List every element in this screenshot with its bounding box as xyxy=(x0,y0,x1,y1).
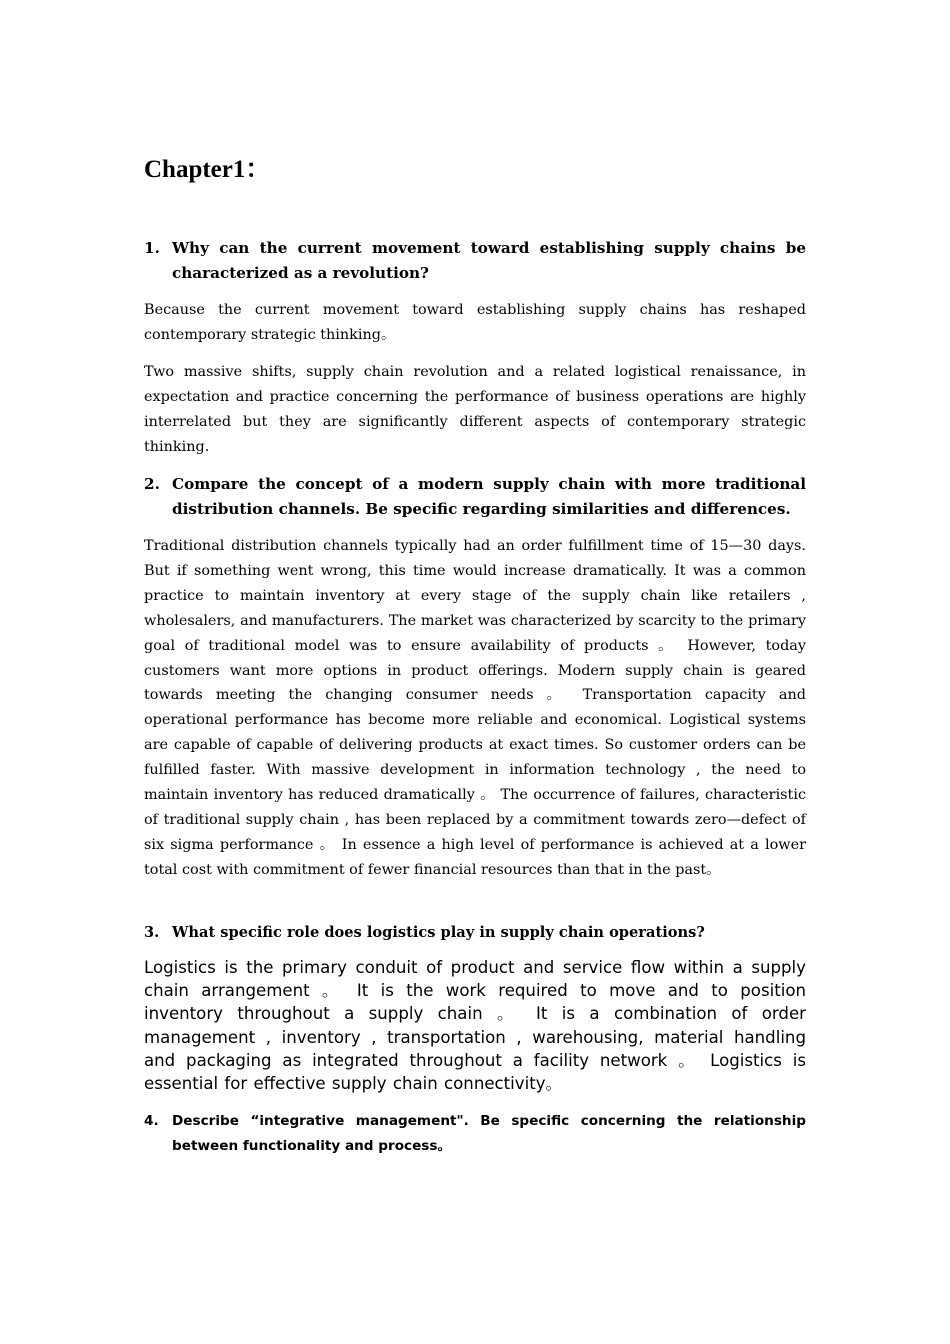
question-3 xyxy=(144,921,806,946)
answer-1-paragraph-2: Two massive shifts, supply chain revolution and a related logistical renaissance, in expectation and practice concerning the performance of business operations are highly interrelated but they are significantly different aspects of contemporary strategic thinking. xyxy=(144,364,806,455)
answer-2-paragraph: Traditional distribution channels typically had an order fulfillment time of 15—30 days. But if something went wrong, this time would increase dramatically. It was a common practice to maintain inventory at every stage of the supply chain like retailers , wholesalers, and manufacturers. The market was characterized by scarcity to the primary goal of traditional model was to ensure availability of products 。 However, today customers want more options in product offerings. Modern supply chain is geared towards meeting the changing consumer needs 。 Transportation capacity and operational performance has become more reliable and economical. Logistical systems are capable of capable of delivering products at exact times. So customer orders can be fulfilled faster. With massive development in information technology , the need to maintain inventory has reduced dramatically 。 The occurrence of failures, characteristic of traditional supply chain , has been replaced by a commitment towards zero—defect of six sigma performance 。 In essence a high level of performance is achieved at a lower total cost with commitment of fewer financial resources than that in the past。 xyxy=(144,538,806,878)
question-4 xyxy=(144,1109,806,1158)
question-number: 1. xyxy=(144,239,160,257)
question-number: 3. xyxy=(144,924,160,941)
answer-1-paragraph-1: Because the current movement toward establishing supply chains has reshaped contemporary strategic thinking。 xyxy=(144,302,806,343)
question-text: Why can the current movement toward establishing supply chains be characterized as a revolution? xyxy=(172,239,806,282)
question-text: Compare the concept of a modern supply chain with more traditional distribution channels. Be specific regarding similarities and differences. xyxy=(172,475,806,518)
question-number: 4. xyxy=(144,1113,159,1129)
question-2 xyxy=(144,472,806,521)
question-number: 2. xyxy=(144,475,160,493)
answer-3-paragraph: Logistics is the primary conduit of product and service flow within a supply chain arrangement 。 It is the work required to move and to position inventory throughout a supply chain 。 It is a combination of order management , inventory , transportation , warehousing, material handling and packaging as integrated throughout a facility network 。 Logistics is essential for effective supply chain connectivity。 xyxy=(144,958,806,1094)
question-text: What specific role does logistics play in supply chain operations? xyxy=(172,924,705,941)
question-text: Describe “integrative management". Be specific concerning the relationship between functionality and process。 xyxy=(172,1113,806,1154)
question-1 xyxy=(144,236,806,285)
chapter-title: Chapter1： xyxy=(144,156,271,183)
